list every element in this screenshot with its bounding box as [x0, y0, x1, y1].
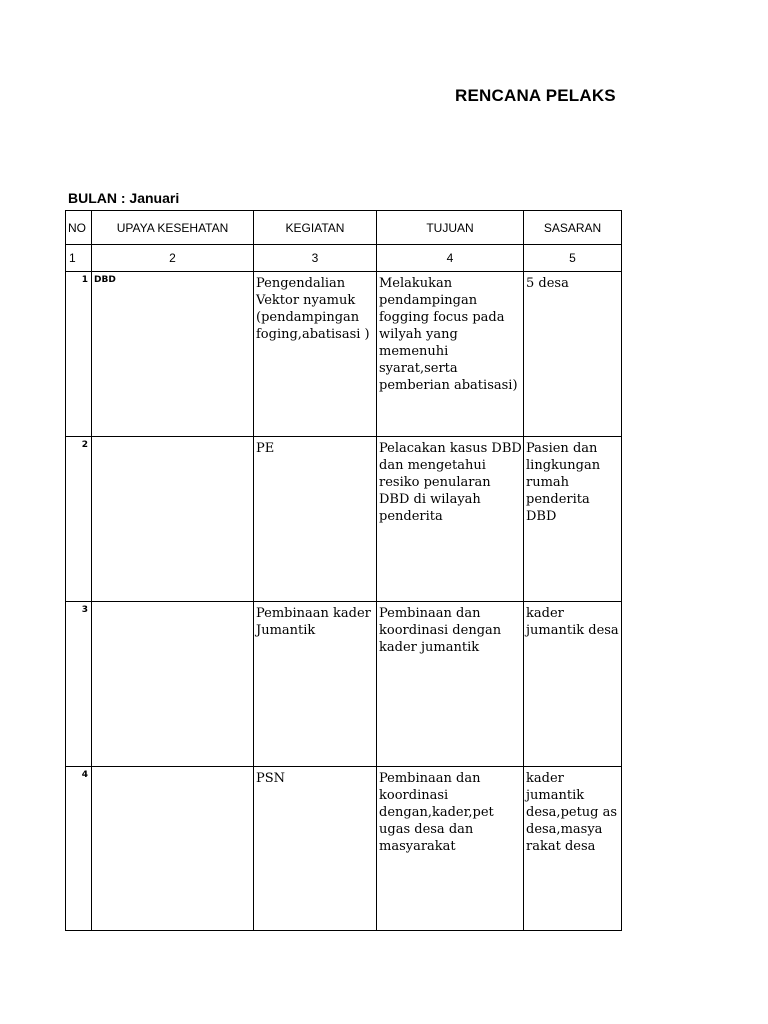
column-number: 2 — [92, 245, 254, 272]
header-no: NO — [66, 211, 92, 245]
upaya-kesehatan-cell — [92, 437, 254, 602]
table-header-row — [66, 211, 622, 245]
column-number-row — [66, 245, 622, 272]
header-tujuan: TUJUAN — [377, 211, 524, 245]
column-number: 5 — [524, 245, 622, 272]
upaya-kesehatan-cell — [92, 767, 254, 931]
column-number: 3 — [254, 245, 377, 272]
kegiatan-cell: PE — [254, 437, 377, 602]
tujuan-cell: Pembinaan dan koordinasi dengan,kader,pet ugas desa dan masyarakat — [377, 767, 524, 931]
activity-plan-table — [65, 210, 622, 931]
row-number: 4 — [66, 767, 92, 931]
document-title: RENCANA PELAKS — [455, 86, 616, 105]
table-row — [66, 767, 622, 931]
tujuan-cell: Pelacakan kasus DBD dan mengetahui resiko penularan DBD di wilayah penderita — [377, 437, 524, 602]
row-number: 2 — [66, 437, 92, 602]
month-label: BULAN : Januari — [68, 190, 180, 206]
table-row — [66, 602, 622, 767]
kegiatan-cell: Pembinaan kader Jumantik — [254, 602, 377, 767]
table-row — [66, 437, 622, 602]
column-number: 1 — [66, 245, 92, 272]
kegiatan-cell: Pengendalian Vektor nyamuk (pendampingan foging,abatisasi ) — [254, 272, 377, 437]
header-sasaran: SASARAN — [524, 211, 622, 245]
kegiatan-cell: PSN — [254, 767, 377, 931]
tujuan-cell: Pembinaan dan koordinasi dengan kader jumantik — [377, 602, 524, 767]
header-upaya-kesehatan: UPAYA KESEHATAN — [92, 211, 254, 245]
tujuan-cell: Melakukan pendampingan fogging focus pada wilyah yang memenuhi syarat,serta pemberian abatisasi) — [377, 272, 524, 437]
row-number: 1 — [66, 272, 92, 437]
table-row — [66, 272, 622, 437]
upaya-kesehatan-cell — [92, 602, 254, 767]
sasaran-cell: Pasien dan lingkungan rumah penderita DBD — [524, 437, 622, 602]
header-kegiatan: KEGIATAN — [254, 211, 377, 245]
sasaran-cell: 5 desa — [524, 272, 622, 437]
column-number: 4 — [377, 245, 524, 272]
sasaran-cell: kader jumantik desa,petug as desa,masya rakat desa — [524, 767, 622, 931]
upaya-kesehatan-cell: DBD — [92, 272, 254, 437]
row-number: 3 — [66, 602, 92, 767]
sasaran-cell: kader jumantik desa — [524, 602, 622, 767]
